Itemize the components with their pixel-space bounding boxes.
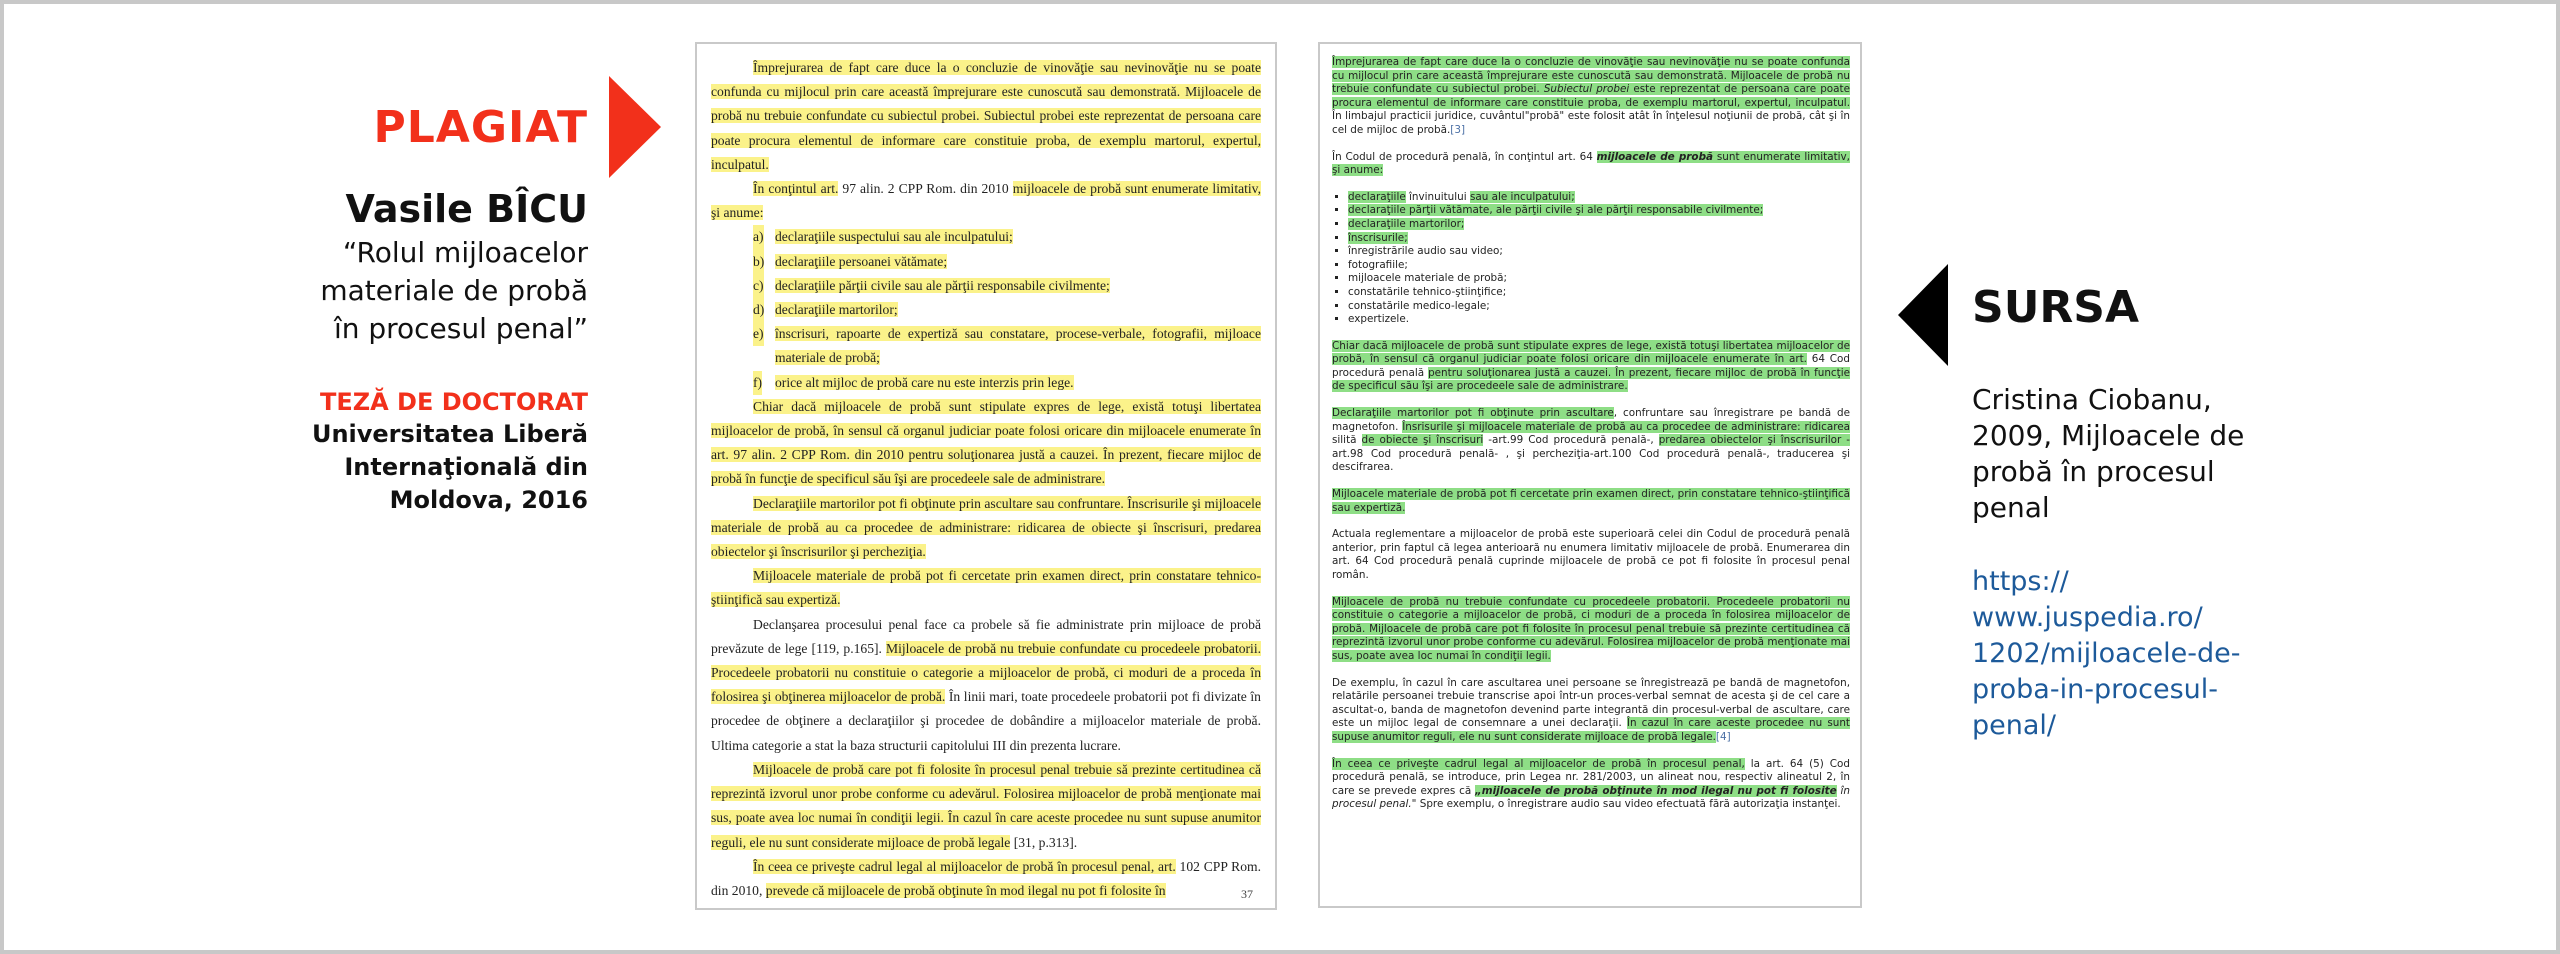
list-marker: b) bbox=[753, 250, 764, 274]
list-marker: d) bbox=[753, 298, 764, 322]
highlighted-text: Împrejurarea de fapt care duce la o concluzie de vinovăţie sau nevinovăţie nu se poate confunda cu mijlocul prin care această împrejurare este cunoscută sau demonstrată. Mijloacele de probă nu trebuie confundate cu subiectul probei. bbox=[1332, 56, 1850, 96]
list-item bbox=[753, 225, 1261, 249]
highlighted-text: de obiecte şi înscrisuri bbox=[1361, 434, 1484, 447]
highlighted-text: Subiectul probei bbox=[1543, 83, 1630, 96]
list-item bbox=[1348, 232, 1850, 246]
institution bbox=[168, 418, 588, 517]
highlighted-text: În conţintul art. bbox=[753, 181, 839, 197]
list-item: ▪ expertizele. bbox=[1348, 313, 1850, 327]
source-description bbox=[1972, 382, 2302, 526]
list-item-text: declaraţiile suspectului sau ale inculpatului; bbox=[775, 229, 1013, 245]
source-paragraph bbox=[1332, 758, 1850, 812]
thesis-title-line: în procesul penal” bbox=[333, 312, 588, 345]
thesis-title-line: “Rolul mijloacelor bbox=[342, 236, 588, 269]
plain-text: învinuitului bbox=[1405, 190, 1470, 203]
highlighted-text: înscrisurile; bbox=[1348, 231, 1408, 244]
degree-label: TEZĂ DE DOCTORAT bbox=[319, 388, 588, 416]
thesis-paragraph bbox=[711, 395, 1261, 492]
thesis-paragraph bbox=[711, 56, 1261, 177]
highlighted-text: anume: bbox=[1343, 164, 1384, 177]
plain-text: 97 alin. 2 CPP Rom. din 2010 bbox=[838, 181, 1013, 197]
highlighted-text: Mijloacele de probă care pot fi folosite în procesul penal trebuie să prezinte certitudinea că reprezintă izvorul unor probe conforme cu adevărul. Folosirea mijloacelor de probă menţionate mai sus, poate avea loc numai în condiţii legii. În cazul în care aceste procedee nu sunt supuse anumitor reguli, ele nu sunt considerate mijloace de probă legale bbox=[711, 761, 1261, 850]
list-item-text: declaraţiile părţii civile sau ale părţii responsabile civilmente; bbox=[775, 277, 1110, 293]
reference-link[interactable]: [4] bbox=[1715, 730, 1731, 743]
thesis-paragraph bbox=[711, 855, 1261, 903]
plain-text: " Spre exemplu, o înregistrare audio sau video efectuată fără autorizaţia instanţei. bbox=[1411, 798, 1841, 811]
page-number: 37 bbox=[1241, 886, 1253, 901]
list-item bbox=[1348, 191, 1850, 205]
plagiat-label: PLAGIAT bbox=[373, 102, 588, 153]
plain-text: În linii mari, toate procedeele probatorii pot fi divizate în procedee de obţinere a declaraţiilor şi procedee de dobândire a mijloacelor materiale de probă. Ultima categorie a stat la baza structurii capitolului III din prezenta lucrare. bbox=[711, 689, 1261, 753]
highlighted-text: este reprezentat de persoana care poate procura elementul de informare care constituie proba, de exemplu martorul, expertul, inculpatul. bbox=[1332, 83, 1850, 109]
highlighted-text: sunt enumerate limitativ, şi bbox=[1332, 150, 1850, 177]
plain-text: art.98 Cod procedură penală- , şi percheziţia-art.100 Cod procedură penală-, traducerea şi descifrarea. bbox=[1332, 447, 1850, 474]
italic-text: în procesul penal. bbox=[1332, 784, 1850, 811]
source-paragraph bbox=[1332, 56, 1850, 138]
highlighted-text: Chiar dacă mijloacele de probă sunt stipulate expres de lege, există totuşi libertatea mijloacelor de probă, în sensul că organul judiciar poate folosi oricare din mijloacele enumerate în art. bbox=[1332, 339, 1850, 366]
source-description-line: 2009, Mijloacele de bbox=[1972, 419, 2245, 452]
source-paragraph: Actuala reglementare a mijloacelor de probă este superioară celei din Codul de procedură penală anterior, prin faptul că legea anterioară nu enumera limitativ mijloacele de probă. Enumerarea din art. 64 Cod procedură penală cuprinde mijloacele de probă ce pot fi folosite în procesul penal român. bbox=[1332, 528, 1850, 581]
source-description-line: Cristina Ciobanu, bbox=[1972, 383, 2212, 416]
source-description-line: probă în procesul bbox=[1972, 455, 2215, 488]
highlighted-text: pentru soluţionarea justă a cauzei. În prezent, fiecare mijloc de probă în funcţie de specificul său îşi are procedeele sale de administrare. bbox=[1332, 366, 1850, 393]
thesis-paragraph bbox=[711, 758, 1261, 855]
author-name: Vasile BÎCU bbox=[345, 187, 588, 231]
plain-text: silită bbox=[1332, 434, 1362, 447]
highlighted-text: Procedeele probatorii nu constituie o categorie a mijloacelor de probă, ci moduri de a proceda în folosirea mijloacelor de probă. bbox=[1332, 595, 1850, 635]
list-item: ▪ înregistrările audio sau video; bbox=[1348, 245, 1850, 259]
list-item bbox=[753, 250, 1261, 274]
list-item-text: orice alt mijloc de probă care nu este interzis prin lege. bbox=[775, 374, 1074, 390]
thesis-evidence-list bbox=[711, 225, 1261, 394]
list-item bbox=[1348, 218, 1850, 232]
plain-text: 102 CPP Rom. din 2010, bbox=[711, 858, 1261, 898]
source-url-link[interactable] bbox=[1972, 564, 2272, 744]
plain-text: În Codul de procedură penală, în conţintul art. 64 bbox=[1332, 150, 1597, 163]
highlighted-text: declaraţiile părţii vătămate, ale părţii civile şi ale părţii responsabile civilmente; bbox=[1348, 204, 1764, 217]
thesis-paragraph bbox=[711, 492, 1261, 565]
thesis-page bbox=[695, 42, 1277, 910]
plain-text: 64 Cod procedură penală bbox=[1332, 353, 1850, 379]
highlighted-text: Mijloacele materiale de probă pot fi cercetate prin examen direct, prin constatare tehnico-ştiinţifică sau expertiză. bbox=[1332, 488, 1850, 514]
highlighted-text: Mijloacele materiale de probă pot fi cercetate prin examen direct, prin constatare tehnico-ştiinţifică sau expertiză. bbox=[711, 568, 1261, 608]
list-item-text: declaraţiile martorilor; bbox=[775, 302, 898, 318]
triangle-left-icon bbox=[1898, 264, 1948, 366]
highlighted-text: „mijloacele de probă obţinute în mod ilegal nu pot fi folosite bbox=[1475, 784, 1837, 797]
highlighted-text: Mijloacele de probă nu trebuie confundate cu procedeele probatorii. Procedeele probatorii nu constituie o categorie a mijloacelor de probă, ci moduri de a proceda în folosirea şi obţinerea mijloacelor de probă. bbox=[711, 640, 1261, 705]
highlighted-text: Mijloacele de probă care pot fi folosite în procesul penal trebuie să prezinte certitudinea că reprezintă izvorul unor probe conforme cu adevărul. Folosirea mijloacelor de probă menţionate mai sus, poate avea loc numai în condiţii legii. bbox=[1332, 622, 1850, 662]
list-item: ▪ constatările tehnico-ştiinţifice; bbox=[1348, 286, 1850, 300]
list-marker: a) bbox=[753, 225, 764, 249]
source-paragraph bbox=[1332, 596, 1850, 664]
highlighted-text: Declaraţiile martorilor pot fi obţinute prin ascultare bbox=[1332, 407, 1614, 420]
highlighted-text: În ceea ce priveşte cadrul legal al mijloacelor de probă în procesul penal, bbox=[1332, 757, 1745, 770]
plain-text: -art.99 Cod procedură penală-, bbox=[1483, 434, 1659, 447]
list-item bbox=[753, 322, 1261, 370]
source-caption bbox=[1972, 280, 2302, 744]
highlighted-text: sau ale inculpatului; bbox=[1469, 190, 1575, 203]
source-paragraph bbox=[1332, 407, 1850, 475]
list-marker: c) bbox=[753, 274, 764, 298]
plain-text: În limbajul practicii juridice, cuvântul"probă" este folosit atât în înţelesul noţiunii de probă, cât şi în cel de mijloc de probă. bbox=[1332, 110, 1850, 136]
list-item-text: înscrisuri, rapoarte de expertiză sau constatare, procese-verbale, fotografii, mijloace materiale de probă; bbox=[775, 326, 1261, 366]
url-line[interactable]: proba-in-procesul- bbox=[1972, 674, 2218, 705]
source-description-line: penal bbox=[1972, 491, 2050, 524]
source-paragraph bbox=[1332, 677, 1850, 745]
highlighted-text: Chiar dacă mijloacele de probă sunt stipulate expres de lege, există totuşi libertatea mijloacelor de probă, în sensul că organul judiciar poate folosi oricare din mijloacele enumerate în art. 97 alin. 2 CPP Rom. din 2010 pentru soluţionarea justă a cauzei. În prezent, fiecare mijloc de probă în funcţie de specificul său îşi are procedeele sale de administrare. bbox=[711, 398, 1261, 487]
highlighted-text: mijloacele de probă sunt enumerate limitativ, şi anume: bbox=[711, 181, 1261, 221]
source-evidence-list bbox=[1332, 191, 1850, 327]
highlighted-text: prevede că mijloacele de probă obţinute în mod ilegal nu pot fi folosite în bbox=[765, 882, 1166, 898]
thesis-paragraph bbox=[711, 564, 1261, 612]
highlighted-text: Însrisurile şi mijloacele materiale de probă au ca procedee de administrare: ridicarea bbox=[1402, 420, 1851, 433]
highlighted-text: În cazul în care aceste procedee nu sunt supuse anumitor reguli, ele nu sunt considerate mijloace de probă legale. bbox=[1332, 717, 1850, 743]
source-paragraph bbox=[1332, 488, 1850, 515]
highlighted-text: Mijloacele de probă nu trebuie confundate cu procedeele probatorii. bbox=[1332, 595, 1711, 608]
list-marker: f) bbox=[753, 371, 762, 395]
highlighted-text: declaraţiile bbox=[1348, 190, 1406, 203]
url-line[interactable]: https:// bbox=[1972, 566, 2069, 597]
plagiarism-caption bbox=[168, 100, 588, 517]
list-item: ▪ fotografiile; bbox=[1348, 259, 1850, 273]
thesis-paragraph bbox=[711, 613, 1261, 758]
list-item bbox=[753, 298, 1261, 322]
highlighted-text: Împrejurarea de fapt care duce la o concluzie de vinovăţie sau nevinovăţie nu se poate confunda cu mijlocul prin care această împrejurare este cunoscută sau demonstrată. Mijloacele de probă nu trebuie confundate cu subiectul probei. Subiectul probei este reprezentat de persoana care poate procura elementul de informare care constituie proba, de exemplu martorul, expertul, inculpatul. bbox=[711, 60, 1261, 172]
reference-link[interactable]: [3] bbox=[1450, 123, 1466, 136]
highlighted-text: Declaraţiile martorilor pot fi obţinute prin ascultare sau confruntare. Înscrisurile şi mijloacele materiale de probă au ca procedee de administrare: ridicarea de obiecte şi înscrisuri, predarea obiectelor şi înscrisurilor şi percheziţia. bbox=[711, 495, 1261, 560]
plain-text: De exemplu, în cazul în care ascultarea unei persoane se înregistrează pe bandă de magnetofon, relatările persoanei trebuie transcrise apoi într-un proces-verbal semnat de acesta şi de cel care a ascultat-o, banda de magnetofon devenind parte integrantă din procesul-verbal de ascultare, care este un mijloc legal de consemnare a unei declaraţii. bbox=[1332, 676, 1850, 730]
thesis-title-line: materiale de probă bbox=[320, 274, 588, 307]
source-paragraph bbox=[1332, 340, 1850, 394]
highlighted-text: mijloacele de probă bbox=[1596, 150, 1714, 163]
list-item bbox=[753, 371, 1261, 395]
institution-line: Moldova, 2016 bbox=[389, 486, 588, 514]
list-item: ▪ constatările medico-legale; bbox=[1348, 300, 1850, 314]
url-line[interactable]: penal/ bbox=[1972, 710, 2057, 741]
source-page bbox=[1318, 42, 1862, 908]
source-paragraph bbox=[1332, 151, 1850, 178]
list-marker: e) bbox=[753, 322, 764, 346]
list-item-text: declaraţiile persoanei vătămate; bbox=[775, 253, 948, 269]
list-item: ▪ mijloacele materiale de probă; bbox=[1348, 272, 1850, 286]
highlighted-text: declaraţiile martorilor; bbox=[1348, 217, 1465, 230]
url-line[interactable]: www.juspedia.ro/ bbox=[1972, 602, 2203, 633]
highlighted-text: În ceea ce priveşte cadrul legal al mijloacelor de probă în procesul penal, art. bbox=[753, 858, 1176, 874]
institution-line: Universitatea Liberă bbox=[311, 420, 588, 448]
list-item bbox=[753, 274, 1261, 298]
plain-text: la art. 64 (5) Cod procedură penală, se introduce, prin Legea nr. 281/2003, un alineat nou, respectiv alineatul 2, în care se prevede expres că bbox=[1332, 757, 1850, 797]
triangle-right-icon bbox=[609, 76, 661, 178]
list-item bbox=[1348, 204, 1850, 218]
highlighted-text: predarea obiectelor şi înscrisurilor - bbox=[1658, 434, 1850, 447]
url-line[interactable]: 1202/mijloacele-de- bbox=[1972, 638, 2241, 669]
plain-text: , confruntare sau înregistrare pe bandă de magnetofon. bbox=[1332, 407, 1850, 433]
sursa-label: SURSA bbox=[1972, 282, 2140, 333]
institution-line: Internaţională din bbox=[344, 453, 588, 481]
thesis-title bbox=[168, 234, 588, 348]
citation: [31, p.313]. bbox=[1010, 834, 1078, 850]
plain-text: Declanşarea procesului penal face ca probele să fie administrate prin mijloace de probă prevăzute de lege [119, p.165]. bbox=[711, 616, 1261, 656]
thesis-paragraph bbox=[711, 177, 1261, 225]
